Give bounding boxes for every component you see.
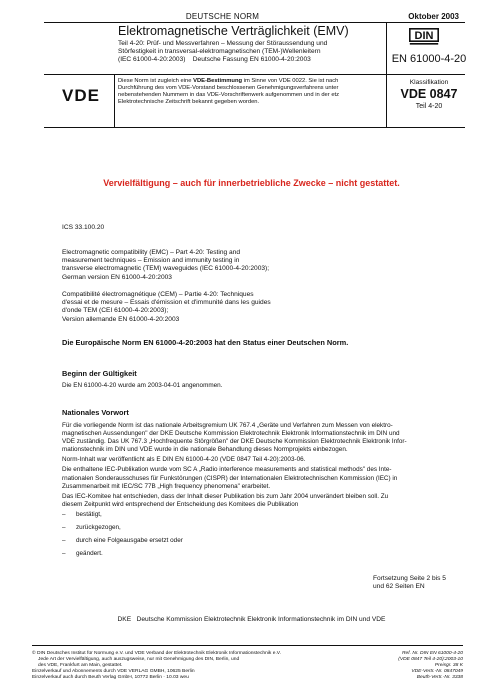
- classification-part: Teil 4-20: [415, 103, 443, 110]
- document-subtitle: [118, 40, 386, 65]
- din-logo-svg: [409, 28, 439, 46]
- decision-list: [62, 511, 437, 558]
- title-block: [118, 24, 386, 65]
- english-line: transverse electromagnetic (TEM) waveguides (IEC 61000-4-20:2003);: [62, 265, 270, 273]
- rule-footer: [32, 645, 463, 646]
- dke-line: DKE Deutsche Kommission Elektrotechnik Elektronik Informationstechnik im DIN und VDE: [117, 616, 386, 623]
- document-title: Elektromagnetische Verträglichkeit (EMV): [118, 24, 349, 38]
- vde-note-line: nebenstehenden Nummern in das VDE-Vorschriftenwerk aufgenommen und in der etz: [118, 92, 340, 98]
- status-statement: Die Europäische Norm EN 61000-4-20:2003 hat den Status einer Deutschen Norm.: [62, 338, 349, 347]
- rule-mid: [44, 74, 465, 75]
- en-number: EN 61000-4-20: [391, 53, 467, 65]
- subtitle-line: (IEC 61000-4-20:2003) Deutsche Fassung EN 61000-4-20:2003: [118, 56, 311, 64]
- french-line: d'onde TEM (CEI 61000-4-20:2003);: [62, 307, 169, 315]
- vorwort-body: [62, 422, 437, 563]
- vde-note-line: Durchführung des vom VDE-Vorstand beschlossenen Genehmigungsverfahrens unter: [118, 85, 339, 91]
- classification: [386, 79, 472, 110]
- list-item: – geändert.: [62, 550, 437, 558]
- vde-logo-icon: [50, 78, 112, 114]
- english-line: Electromagnetic compatibility (EMC) – Part 4-20: Testing and: [62, 249, 240, 256]
- rule-bottom: [44, 127, 465, 128]
- vorwort-heading: Nationales Vorwort: [62, 408, 129, 417]
- vde-note: [118, 78, 386, 106]
- vorwort-paragraph: Norm-Inhalt war veröffentlicht als E DIN EN 61000-4-20 (VDE 0847 Teil 4-20):2003-06.: [62, 456, 306, 464]
- vde-logo-text: VDE: [62, 86, 100, 105]
- beginn-heading: Beginn der Gültigkeit: [62, 369, 137, 378]
- list-item: – durch eine Folgeausgabe ersetzt oder: [62, 537, 437, 545]
- french-title: [62, 291, 312, 324]
- publication-date: Oktober 2003: [408, 12, 459, 21]
- list-item: – zurückgezogen,: [62, 524, 437, 532]
- subtitle-line: Teil 4-20: Prüf- und Messverfahren – Messung der Störaussendung und: [118, 40, 328, 47]
- din-logo-text: DIN: [414, 30, 434, 42]
- beginn-text: Die EN 61000-4-20 wurde am 2003-04-01 angenommen.: [62, 382, 223, 389]
- classification-number: VDE 0847: [400, 87, 458, 101]
- vde-note-line: Diese Norm ist zugleich eine VDE-Bestimmung im Sinne von VDE 0022. Sie ist nach: [118, 78, 339, 84]
- english-line: German version EN 61000-4-20:2003: [62, 273, 172, 281]
- english-title: [62, 249, 312, 282]
- ics-code: ICS 33.100.20: [62, 224, 105, 231]
- rule-left-column: [114, 74, 115, 127]
- norm-label: DEUTSCHE NORM: [185, 12, 260, 21]
- english-line: measurement techniques – Emission and immunity testing in: [62, 257, 240, 265]
- vorwort-paragraph: Für die vorliegende Norm ist das nationale Arbeitsgremium UK 767.4 „Geräte und Verfahren zum Messen von elektro- magnetischen Aussendungen" der DKE Deutsche Kommission Elektrotechnik Elektronik Informationstechnik im DIN und VDE zuständig. Das UK 767.3 „Hochfrequente Störgrößen" der DKE Deutsche Kommission Elektrotechnik Elektronik Infor- mationstechnik im DIN und VDE wurde in die nationale Behandlung dieses Normprojekts einbezogen.: [62, 422, 407, 454]
- french-line: d'essai et de mesure – Essais d'émission et d'immunité dans les guides: [62, 299, 271, 307]
- french-line: Compatibilité électromagnétique (CEM) – Partie 4-20: Techniques: [62, 291, 254, 298]
- list-item: – bestätigt,: [62, 511, 437, 519]
- copy-warning: Vervielfältigung – auch für innerbetriebliche Zwecke – nicht gestattet.: [103, 178, 400, 188]
- din-logo-icon: [409, 28, 439, 46]
- subtitle-line: Störfestigkeit in transversal-elektromagnetischen (TEM-)Wellenleitern: [118, 48, 321, 56]
- vde-note-line: Elektrotechnische Zeitschrift bekannt gegeben worden.: [118, 99, 260, 105]
- vorwort-paragraph: Das IEC-Komitee hat entschieden, dass der Inhalt dieser Publikation bis zum Jahr 2004 unverändert bleiben soll. Zu diesem Zeitpunkt wird entsprechend der Entscheidung des Komitees die Publikation: [62, 492, 389, 508]
- footer-copyright: © DIN Deutsches Institut für Normung e.V. und VDE Verband der Elektrotechnik Elektronik Informationstechnik e.V. Jede Art der Vervielfältigung, auch auszugsweise, nur mit Genehmigung des DIN, Berlin, und des VDE, Frankfurt am Main, gestattet. Einzelverkauf und Abonnements durch VDE VERLAG GMBH, 10625 Berlin Einzelverkauf auch durch Beuth Verlag GmbH, 10772 Berlin · 10.03 weu: [32, 651, 281, 680]
- classification-label: Klassifikation: [409, 79, 449, 86]
- french-line: Version allemande EN 61000-4-20:2003: [62, 315, 180, 323]
- rule-top: [44, 22, 465, 23]
- footer-reference: Ref. Nr. DIN EN 61000-4-20 (VDE 0847 Teil 4-20):2003-10 Preisgr. 38 K VDE-Vertr.-Nr. 0847049 Beuth-Vertr.-Nr. 3338: [398, 651, 463, 680]
- continuation-note: Fortsetzung Seite 2 bis 5 und 62 Seiten EN: [373, 575, 446, 591]
- vorwort-paragraph: Die enthaltene IEC-Publikation wurde vom SC A „Radio interference measurements and statistical methods" des Inte- rnationalen Sonderausschuses für Funkstörungen (CISPR) der Internationalen Elektrotechnischen Kommission (IEC) in Zusammenarbeit mit IEC/SC 77B „High frequency phenomena" erarbeitet.: [62, 466, 398, 490]
